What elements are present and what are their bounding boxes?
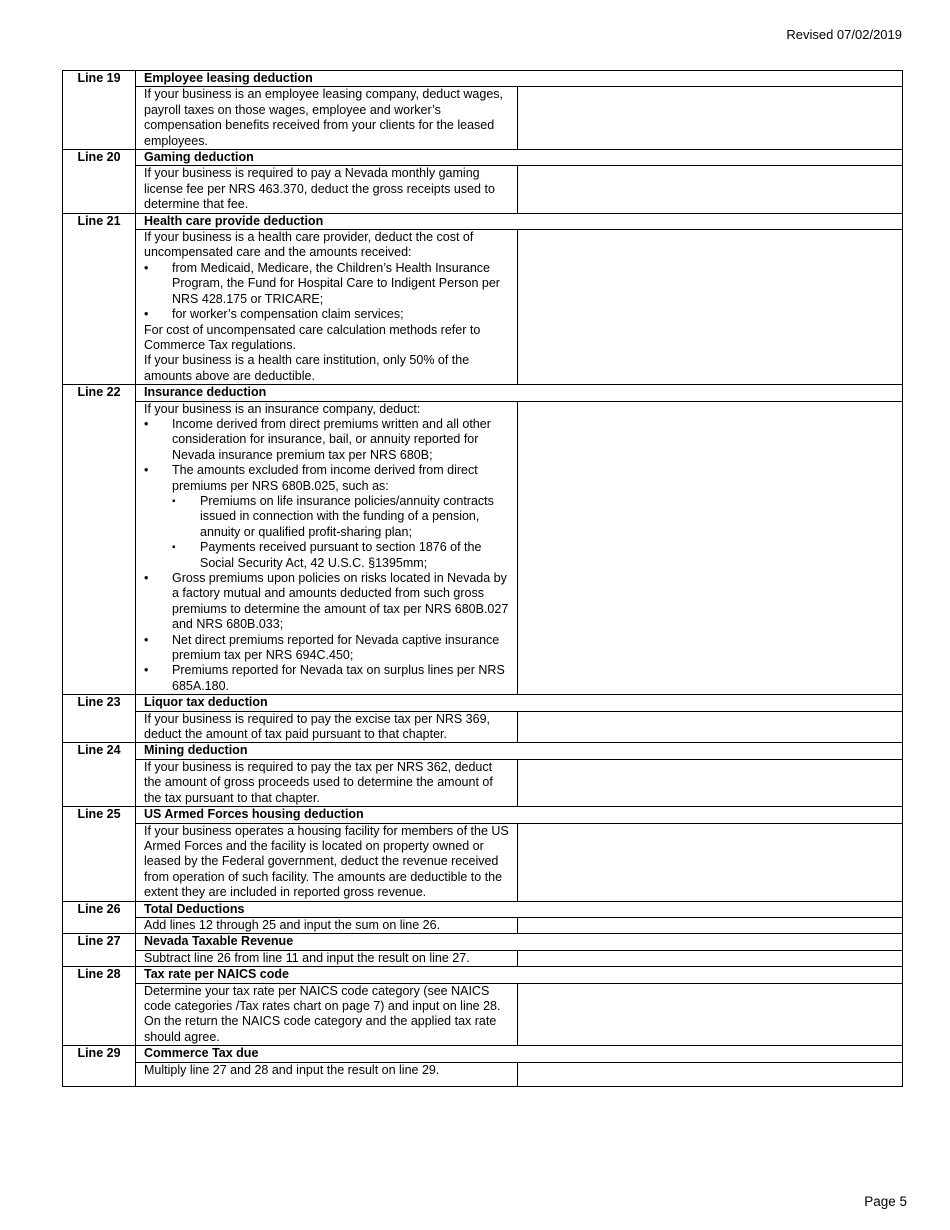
line-21-body-row [63, 230, 903, 385]
line-description [136, 950, 518, 966]
line-27-title-row [63, 934, 903, 950]
entry-cell [518, 823, 903, 901]
line-description [136, 983, 518, 1046]
description-text: Subtract line 26 from line 11 and input the result on line 27. [144, 950, 470, 965]
line-label: Line 19 [63, 71, 136, 150]
line-25-body-row [63, 823, 903, 901]
line-title: Health care provide deduction [136, 213, 903, 229]
line-label: Line 23 [63, 695, 136, 743]
description-text: Determine your tax rate per NAICS code category (see NAICS code categories /Tax rates chart on page 7) and input on line 28. On the return the NAICS code category and the applied tax rate should agree. [144, 983, 501, 1044]
entry-cell [518, 87, 903, 150]
line-label: Line 22 [63, 385, 136, 695]
line-19-body-row [63, 87, 903, 150]
entry-cell [518, 917, 903, 933]
entry-cell [518, 950, 903, 966]
bullet-list [144, 261, 509, 323]
line-label: Line 27 [63, 934, 136, 967]
line-label: Line 20 [63, 150, 136, 214]
entry-cell [518, 711, 903, 743]
list-item: • Gross premiums upon policies on risks located in Nevada by a factory mutual and amounts deducted from such gross premiums to determine the amount of tax per NRS 680B.027 and NRS 680B.033; [144, 571, 509, 633]
line-label: Line 29 [63, 1046, 136, 1086]
line-23-title-row [63, 695, 903, 711]
line-20-title-row [63, 150, 903, 166]
line-24-title-row [63, 743, 903, 759]
line-25-title-row [63, 807, 903, 823]
description-text: If your business is required to pay the excise tax per NRS 369, deduct the amount of tax paid pursuant to that chapter. [144, 711, 491, 742]
entry-cell [518, 401, 903, 695]
revised-date: Revised 07/02/2019 [786, 27, 902, 42]
list-item: • Net direct premiums reported for Nevada captive insurance premium tax per NRS 694C.450; [144, 633, 509, 664]
line-description [136, 823, 518, 901]
page-number: Page 5 [864, 1194, 907, 1209]
line-22-title-row [63, 385, 903, 401]
list-item: • Income derived from direct premiums written and all other consideration for insurance, bail, or annuity reported for Nevada insurance premium tax per NRS 680B; [144, 417, 509, 463]
entry-cell [518, 230, 903, 385]
line-description [136, 759, 518, 806]
line-20-body-row [63, 166, 903, 213]
line-26-body-row [63, 917, 903, 933]
line-29-title-row [63, 1046, 903, 1062]
line-label: Line 28 [63, 967, 136, 1046]
list-item: • Premiums reported for Nevada tax on surplus lines per NRS 685A.180. [144, 663, 509, 694]
line-label: Line 24 [63, 743, 136, 807]
list-item: • from Medicaid, Medicare, the Children’s Health Insurance Program, the Fund for Hospital Care to Indigent Person per NRS 428.175 or TRICARE; [144, 261, 509, 307]
description-text: If your business is a health care institution, only 50% of the amounts above are deductible. [144, 353, 470, 383]
entry-cell [518, 983, 903, 1046]
line-28-body-row [63, 983, 903, 1046]
sub-bullet-list [144, 494, 509, 571]
line-label: Line 21 [63, 213, 136, 384]
description-text: If your business is required to pay a Nevada monthly gaming license fee per NRS 463.370, deduct the gross receipts used to determine that fee. [144, 166, 495, 212]
description-text: Multiply line 27 and 28 and input the result on line 29. [144, 1062, 440, 1077]
line-title: Nevada Taxable Revenue [136, 934, 903, 950]
line-title: Insurance deduction [136, 385, 903, 401]
list-item [144, 463, 509, 494]
line-title: US Armed Forces housing deduction [136, 807, 903, 823]
bullet-list [144, 417, 509, 494]
line-label: Line 26 [63, 901, 136, 934]
bullet-list [144, 571, 509, 694]
line-29-body-row [63, 1062, 903, 1086]
line-24-body-row [63, 759, 903, 806]
entry-cell [518, 1062, 903, 1086]
line-19-title-row [63, 71, 903, 87]
line-title: Mining deduction [136, 743, 903, 759]
list-item-text: The amounts excluded from income derived from direct premiums per NRS 680B.025, such as: [172, 463, 478, 493]
line-description [136, 230, 518, 385]
entry-cell [518, 166, 903, 213]
line-description [136, 711, 518, 743]
line-title: Commerce Tax due [136, 1046, 903, 1062]
description-text: For cost of uncompensated care calculation methods refer to Commerce Tax regulations. [144, 322, 481, 352]
line-description [136, 87, 518, 150]
line-title: Total Deductions [136, 901, 903, 917]
entry-cell [518, 759, 903, 806]
line-title: Gaming deduction [136, 150, 903, 166]
line-title: Employee leasing deduction [136, 71, 903, 87]
line-title: Liquor tax deduction [136, 695, 903, 711]
sub-list-item: ▪ Premiums on life insurance policies/annuity contracts issued in connection with the funding of a pension, annuity or qualified profit-sharing plan; [144, 494, 509, 540]
line-description [136, 1062, 518, 1086]
description-text: If your business is an insurance company, deduct: [144, 401, 421, 416]
line-title: Tax rate per NAICS code [136, 967, 903, 983]
line-27-body-row [63, 950, 903, 966]
line-23-body-row [63, 711, 903, 743]
description-text: If your business is a health care provider, deduct the cost of uncompensated care and the amounts received: [144, 230, 474, 260]
description-text: Add lines 12 through 25 and input the sum on line 26. [144, 917, 441, 932]
description-text: If your business is required to pay the tax per NRS 362, deduct the amount of gross proceeds used to determine the amount of the tax pursuant to that chapter. [144, 759, 493, 805]
line-description [136, 917, 518, 933]
line-21-title-row [63, 213, 903, 229]
line-22-body-row [63, 401, 903, 695]
line-28-title-row [63, 967, 903, 983]
line-26-title-row [63, 901, 903, 917]
line-label: Line 25 [63, 807, 136, 901]
line-description [136, 166, 518, 213]
line-description [136, 401, 518, 695]
description-text: If your business is an employee leasing company, deduct wages, payroll taxes on those wages, employee and worker’s compensation benefits received from your clients for the leased employees. [144, 87, 503, 148]
description-text: If your business operates a housing facility for members of the US Armed Forces and the facility is located on property owned or leased by the Federal government, deduct the revenue received from operation of such facility. The amounts are deductible to the extent they are included in reported gross revenue. [144, 823, 509, 900]
instructions-table [62, 70, 903, 1087]
list-item: • for worker’s compensation claim services; [144, 307, 509, 322]
sub-list-item: ▪ Payments received pursuant to section 1876 of the Social Security Act, 42 U.S.C. §1395mm; [144, 540, 509, 571]
